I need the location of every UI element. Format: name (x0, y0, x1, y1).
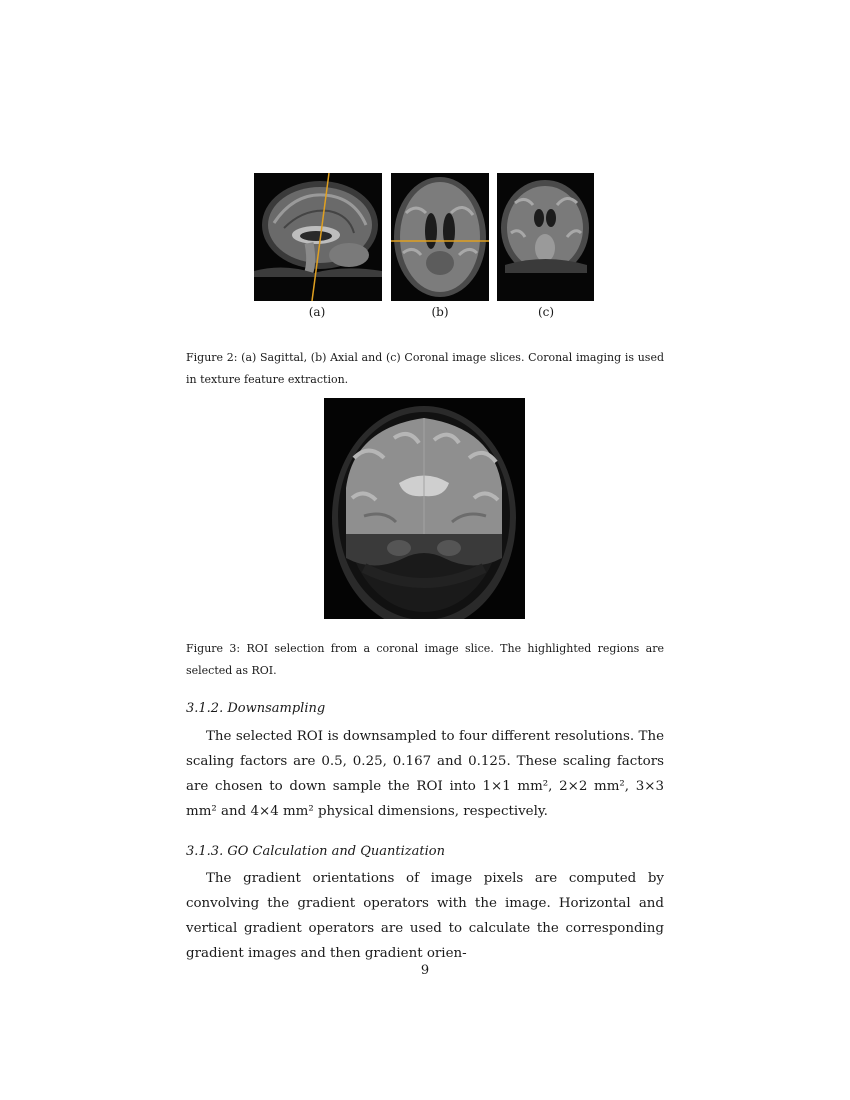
page-number: 9 (420, 963, 430, 978)
coronal-slice-image (497, 173, 594, 301)
go-calculation-paragraph (186, 866, 664, 966)
axial-slice-image (391, 173, 489, 301)
figure-2-caption: Figure 2: (a) Sagittal, (b) Axial and (c) Coronal image slices. Coronal imaging is used in texture feature extraction. (186, 351, 664, 386)
subfigure-label-b: (b) (431, 305, 449, 319)
roi-coronal-image (324, 398, 525, 619)
downsampling-text: The selected ROI is downsampled to four different resolutions. The scaling factors are 0.5, 0.25, 0.167 and 0.125. These scaling factors are chosen to down sample the ROI into 1×1 mm², 2×2 mm², 3×3 mm² and 4×4 mm² physical dimensions, respectively. (186, 729, 664, 819)
subfigure-label-a: (a) (308, 305, 326, 319)
subfigure-label-c: (c) (537, 305, 555, 319)
section-heading-downsampling: 3.1.2. Downsampling (186, 701, 326, 716)
figure-3-caption: Figure 3: ROI selection from a coronal image slice. The highlighted regions are selected as ROI. (186, 642, 664, 677)
section-heading-go-calculation: 3.1.3. GO Calculation and Quantization (186, 844, 445, 859)
sagittal-slice-image (254, 173, 382, 301)
go-calculation-text: The gradient orientations of image pixels are computed by convolving the gradient operators with the image. Horizontal and vertical gradient operators are used to calculate the corresponding gradient images and then gradient orien- (186, 871, 664, 961)
downsampling-paragraph (186, 724, 664, 824)
